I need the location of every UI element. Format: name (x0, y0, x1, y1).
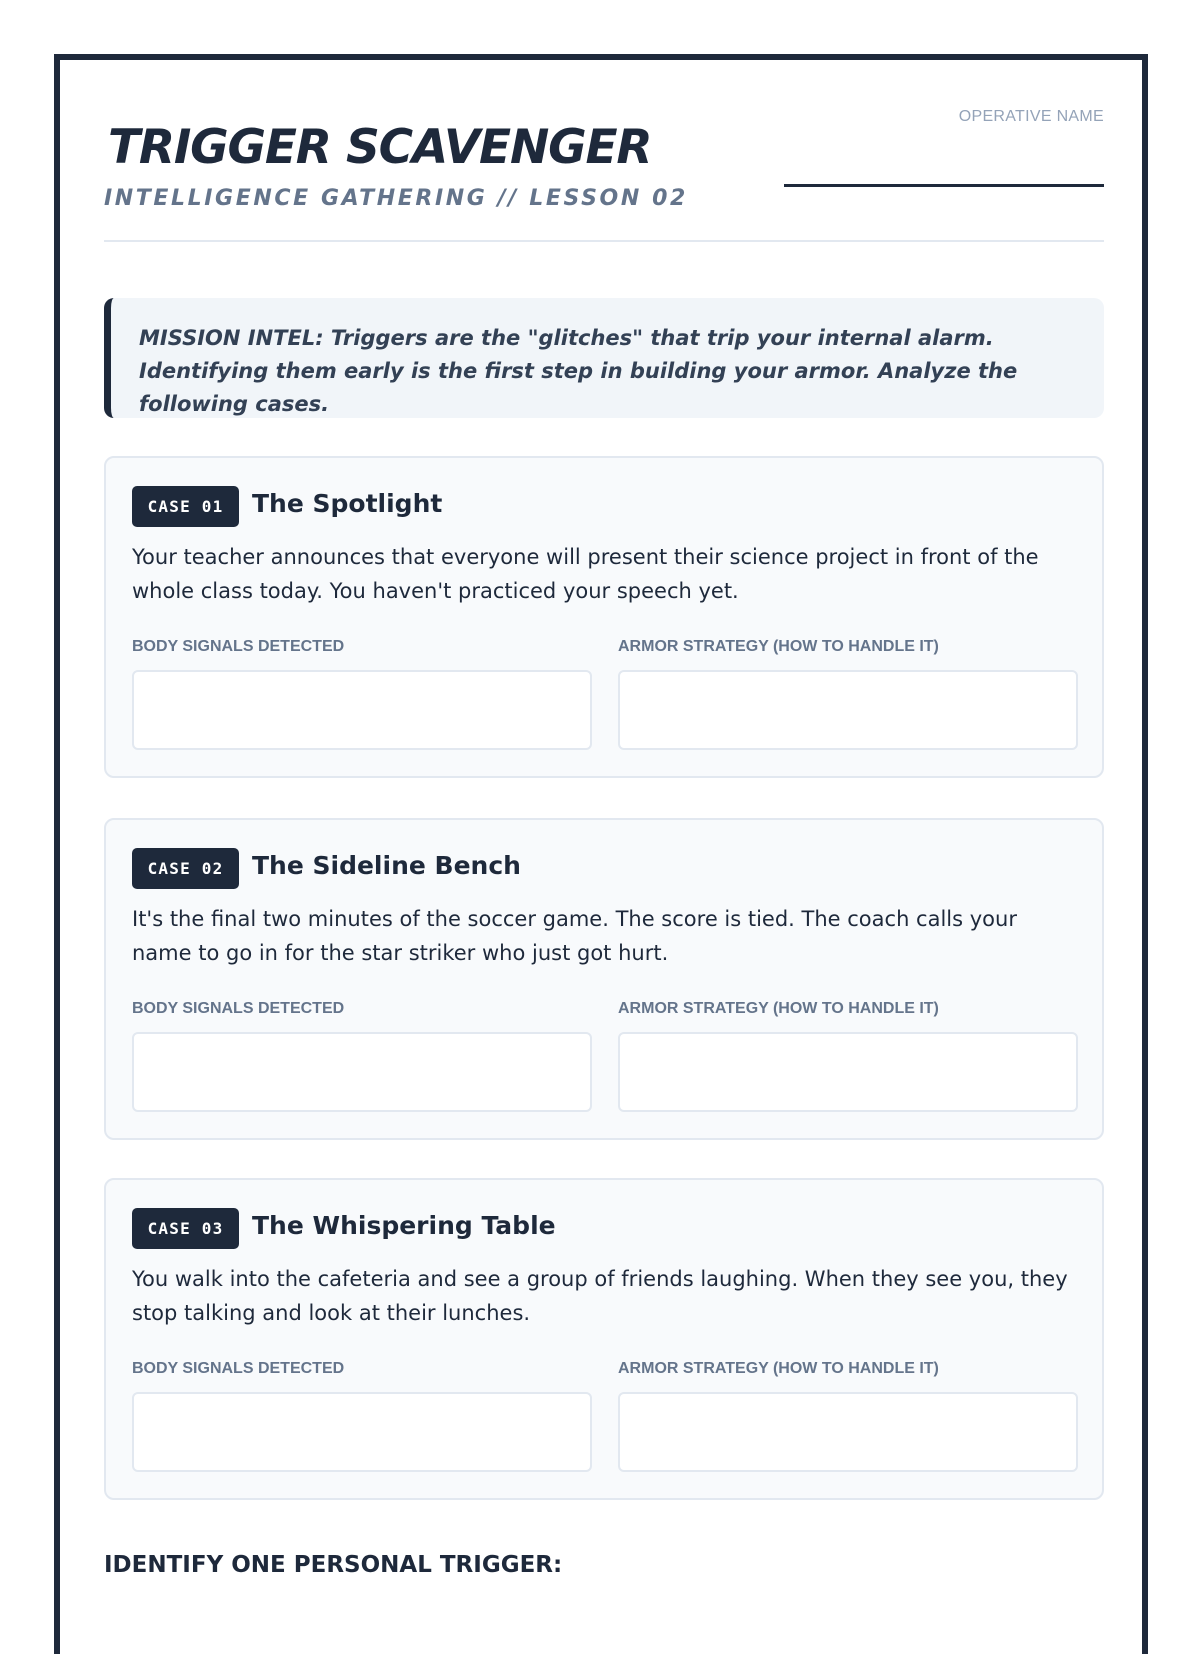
armor-strategy-label: ARMOR STRATEGY (HOW TO HANDLE IT) (618, 1000, 939, 1017)
case-description: You walk into the cafeteria and see a group of friends laughing. When they see you, they stop talking and look at their lunches. (132, 1267, 1068, 1325)
worksheet-header (104, 110, 1104, 242)
case-badge: CASE 01 (132, 486, 239, 527)
case-card-02 (104, 818, 1104, 1140)
armor-strategy-input[interactable] (618, 1392, 1078, 1472)
body-signals-input[interactable] (132, 1032, 592, 1112)
body-signals-input[interactable] (132, 670, 592, 750)
body-signals-label: BODY SIGNALS DETECTED (132, 1000, 345, 1017)
armor-strategy-input[interactable] (618, 1032, 1078, 1112)
page-title: TRIGGER SCAVENGER (108, 120, 652, 175)
worksheet (54, 54, 1148, 1654)
page-subtitle: INTELLIGENCE GATHERING // LESSON 02 (104, 186, 688, 211)
mission-intel-box (104, 298, 1104, 418)
case-title: The Sideline Bench (252, 851, 521, 880)
case-title: The Spotlight (252, 489, 443, 518)
body-signals-label: BODY SIGNALS DETECTED (132, 1360, 345, 1377)
body-signals-label: BODY SIGNALS DETECTED (132, 638, 345, 655)
case-card-01 (104, 456, 1104, 778)
case-description: It's the final two minutes of the soccer game. The score is tied. The coach calls your name to go in for the star striker who just got hurt. (132, 907, 1017, 965)
case-card-03 (104, 1178, 1104, 1500)
case-description: Your teacher announces that everyone will present their science project in front of the whole class today. You haven't practiced your speech yet. (132, 545, 1039, 603)
armor-strategy-label: ARMOR STRATEGY (HOW TO HANDLE IT) (618, 1360, 939, 1377)
operative-name-label: OPERATIVE NAME (958, 108, 1104, 125)
case-badge: CASE 03 (132, 1208, 239, 1249)
armor-strategy-label: ARMOR STRATEGY (HOW TO HANDLE IT) (618, 638, 939, 655)
armor-strategy-input[interactable] (618, 670, 1078, 750)
case-title: The Whispering Table (252, 1211, 556, 1240)
personal-trigger-heading: IDENTIFY ONE PERSONAL TRIGGER: (104, 1552, 563, 1578)
operative-name-field[interactable] (784, 184, 1104, 187)
case-badge: CASE 02 (132, 848, 239, 889)
mission-intel-text: MISSION INTEL: Triggers are the "glitches" that trip your internal alarm. Identifying them early is the first step in building your armor. Analyze the following cases. (139, 326, 1018, 416)
body-signals-input[interactable] (132, 1392, 592, 1472)
